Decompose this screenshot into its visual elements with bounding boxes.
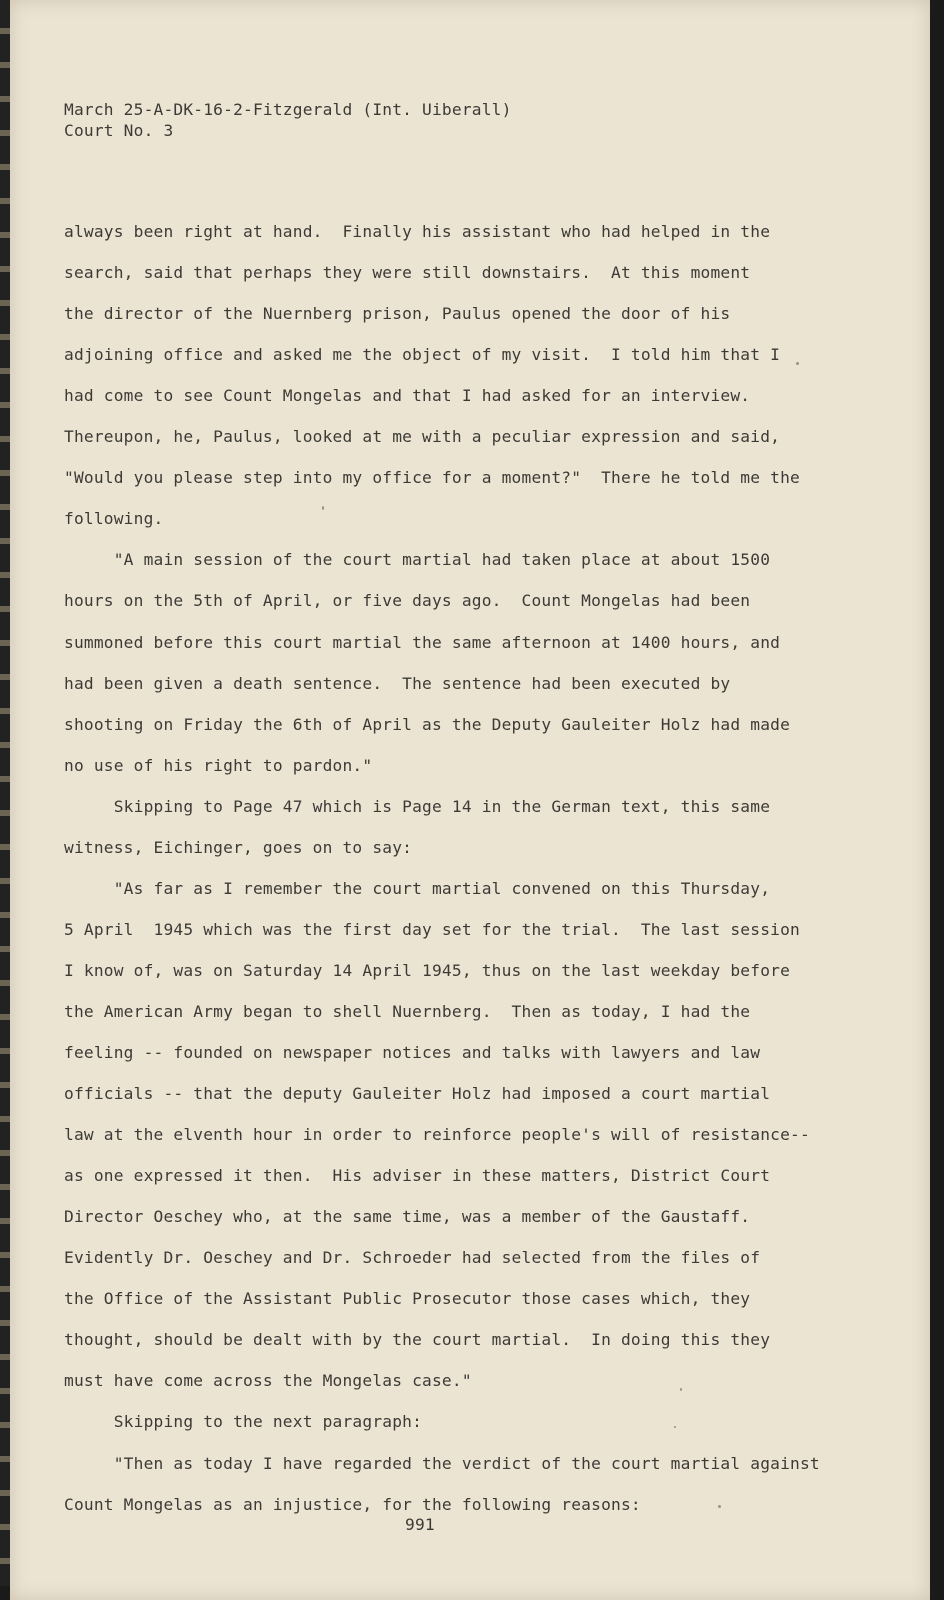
text-line: following. xyxy=(64,509,164,528)
header-court-line: Court No. 3 xyxy=(64,121,174,140)
text-line: 5 April 1945 which was the first day set for the trial. The last session xyxy=(64,920,800,939)
text-line: Thereupon, he, Paulus, looked at me with a peculiar expression and said, xyxy=(64,427,781,446)
text-line: always been right at hand. Finally his assistant who had helped in the xyxy=(64,222,771,241)
scan-edge xyxy=(0,0,10,1600)
text-line: "A main session of the court martial had taken place at about 1500 xyxy=(64,550,771,569)
text-line: the director of the Nuernberg prison, Paulus opened the door of his xyxy=(64,304,731,323)
text-line: officials -- that the deputy Gauleiter Holz had imposed a court martial xyxy=(64,1084,771,1103)
text-line: feeling -- founded on newspaper notices and talks with lawyers and law xyxy=(64,1043,761,1062)
text-line: law at the elventh hour in order to reinforce people's will of resistance-- xyxy=(64,1125,810,1144)
paper-speck xyxy=(718,1505,721,1508)
text-line: as one expressed it then. His adviser in these matters, District Court xyxy=(64,1166,771,1185)
page-number: 991 xyxy=(405,1515,435,1534)
header-case-line: March 25-A-DK-16-2-Fitzgerald (Int. Uiberall) xyxy=(64,100,512,119)
text-line: Evidently Dr. Oeschey and Dr. Schroeder had selected from the files of xyxy=(64,1248,761,1267)
text-line: Count Mongelas as an injustice, for the following reasons: xyxy=(64,1495,641,1514)
paper-speck xyxy=(322,506,324,510)
text-line: the Office of the Assistant Public Prosecutor those cases which, they xyxy=(64,1289,751,1308)
scan-border-right xyxy=(930,0,944,1600)
paper-speck xyxy=(796,362,799,365)
text-line: witness, Eichinger, goes on to say: xyxy=(64,838,413,857)
text-line: shooting on Friday the 6th of April as the Deputy Gauleiter Holz had made xyxy=(64,715,791,734)
text-line: Skipping to the next paragraph: xyxy=(64,1412,423,1431)
text-line: hours on the 5th of April, or five days ago. Count Mongelas had been xyxy=(64,591,751,610)
text-line: Director Oeschey who, at the same time, was a member of the Gaustaff. xyxy=(64,1207,751,1226)
text-line: "Then as today I have regarded the verdict of the court martial against xyxy=(64,1454,820,1473)
text-line: thought, should be dealt with by the court martial. In doing this they xyxy=(64,1330,771,1349)
text-line: "Would you please step into my office for a moment?" There he told me the xyxy=(64,468,800,487)
text-line: adjoining office and asked me the object of my visit. I told him that I xyxy=(64,345,781,364)
text-line: had been given a death sentence. The sentence had been executed by xyxy=(64,674,731,693)
text-line: must have come across the Mongelas case." xyxy=(64,1371,472,1390)
text-line: Skipping to Page 47 which is Page 14 in the German text, this same xyxy=(64,797,771,816)
text-line: the American Army began to shell Nuernberg. Then as today, I had the xyxy=(64,1002,751,1021)
page-header xyxy=(64,99,512,141)
text-line: I know of, was on Saturday 14 April 1945, thus on the last weekday before xyxy=(64,961,791,980)
paper-speck xyxy=(674,1426,676,1428)
document-page xyxy=(10,0,930,1600)
text-line: had come to see Count Mongelas and that I had asked for an interview. xyxy=(64,386,751,405)
text-line: no use of his right to pardon." xyxy=(64,756,373,775)
text-line: summoned before this court martial the same afternoon at 1400 hours, and xyxy=(64,633,781,652)
paper-speck xyxy=(680,1388,682,1391)
text-line: "As far as I remember the court martial convened on this Thursday, xyxy=(64,879,771,898)
text-line: search, said that perhaps they were still downstairs. At this moment xyxy=(64,263,751,282)
